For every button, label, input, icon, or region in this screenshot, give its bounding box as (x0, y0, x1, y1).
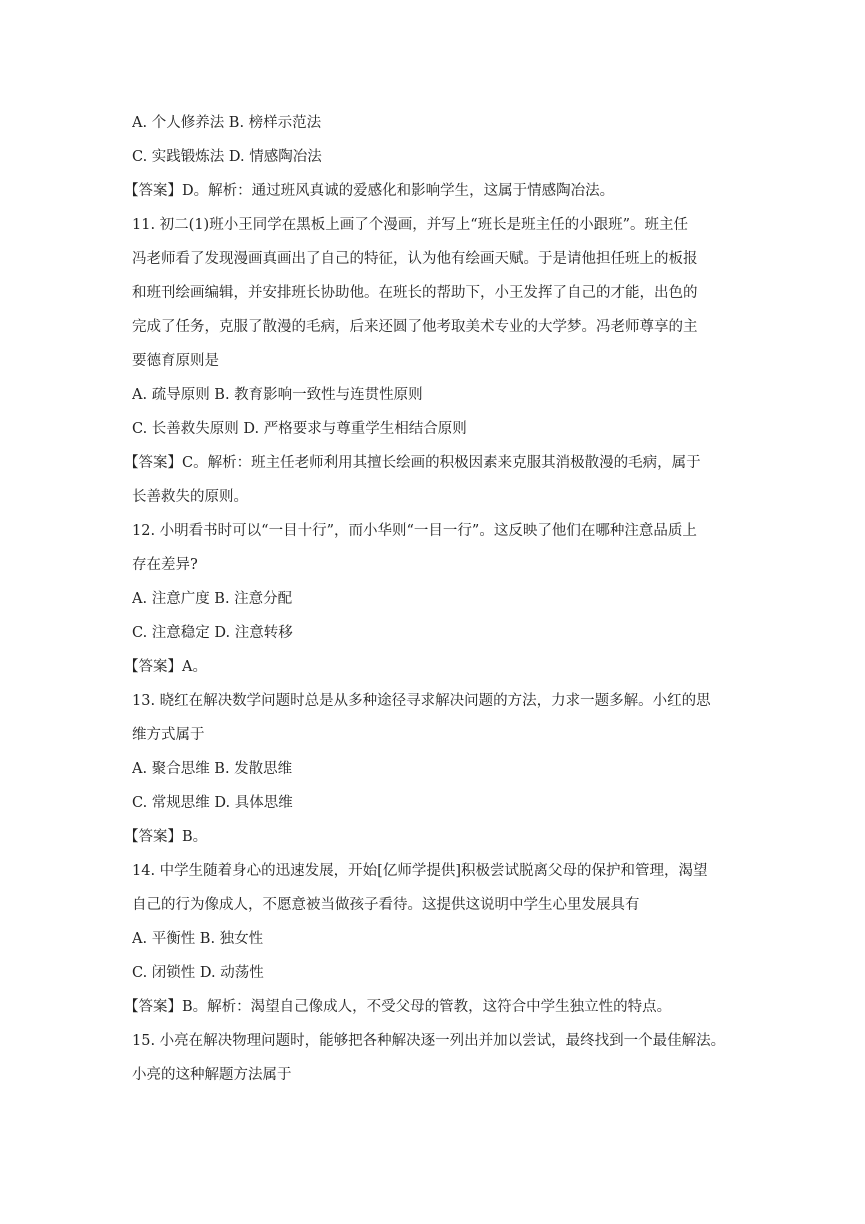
option-line-a-b: A. 个人修养法 B. 榜样示范法 (132, 115, 322, 131)
question-15-line-2: 小亮的这种解题方法属于 (132, 1067, 292, 1083)
document-body (124, 106, 736, 1092)
question-14-option-a-b: A. 平衡性 B. 独女性 (132, 931, 264, 947)
question-13-line-2: 维方式属于 (132, 727, 205, 743)
question-11-line-5: 要德育原则是 (132, 353, 219, 369)
question-12-answer: 【答案】A。 (124, 659, 207, 675)
question-14-line-1: 14. 中学生随着身心的迅速发展，开始[亿师学提供]积极尝试脱离父母的保护和管理，渴望 (132, 863, 708, 879)
question-15-line-1: 15. 小亮在解决物理问题时，能够把各种解决逐一列出并加以尝试，最终找到一个最佳解法。 (132, 1033, 726, 1049)
question-12-line-2: 存在差异? (132, 557, 198, 573)
question-13-line-1: 13. 晓红在解决数学问题时总是从多种途径寻求解决问题的方法，力求一题多解。小红的思 (132, 693, 711, 709)
question-11-line-3: 和班刊绘画编辑，并安排班长协助他。在班长的帮助下，小王发挥了自己的才能，出色的 (132, 285, 698, 301)
question-14-answer: 【答案】B。解析：渴望自己像成人，不受父母的管教，这符合中学生独立性的特点。 (124, 999, 672, 1015)
question-13-answer: 【答案】B。 (124, 829, 208, 845)
question-12-option-a-b: A. 注意广度 B. 注意分配 (132, 591, 293, 607)
question-11-answer-line-1: 【答案】C。解析：班主任老师利用其擅长绘画的积极因素来克服其消极散漫的毛病，属于 (124, 455, 701, 471)
question-11-answer-line-2: 长善救失的原则。 (132, 489, 248, 505)
question-11-line-2: 冯老师看了发现漫画真画出了自己的特征，认为他有绘画天赋。于是请他担任班上的板报 (132, 251, 698, 267)
question-11-option-c-d: C. 长善救失原则 D. 严格要求与尊重学生相结合原则 (132, 421, 467, 437)
question-14-option-c-d: C. 闭锁性 D. 动荡性 (132, 965, 264, 981)
question-13-option-c-d: C. 常规思维 D. 具体思维 (132, 795, 293, 811)
question-11-line-4: 完成了任务，克服了散漫的毛病，后来还圆了他考取美术专业的大学梦。冯老师尊享的主 (132, 319, 698, 335)
question-11-option-a-b: A. 疏导原则 B. 教育影响一致性与连贯性原则 (132, 387, 423, 403)
question-14-line-2: 自己的行为像成人，不愿意被当做孩子看待。这提供这说明中学生心里发展具有 (132, 897, 640, 913)
question-11-line-1: 11. 初二(1)班小王同学在黑板上画了个漫画，并写上“班长是班主任的小跟班”。班主任 (132, 217, 689, 233)
question-12-line-1: 12. 小明看书时可以“一目十行”，而小华则“一目一行”。这反映了他们在哪种注意品质上 (132, 523, 697, 539)
option-line-c-d: C. 实践锻炼法 D. 情感陶冶法 (132, 149, 322, 165)
question-13-option-a-b: A. 聚合思维 B. 发散思维 (132, 761, 293, 777)
answer-line: 【答案】D。解析：通过班风真诚的爱感化和影响学生，这属于情感陶冶法。 (124, 183, 615, 199)
question-12-option-c-d: C. 注意稳定 D. 注意转移 (132, 625, 293, 641)
